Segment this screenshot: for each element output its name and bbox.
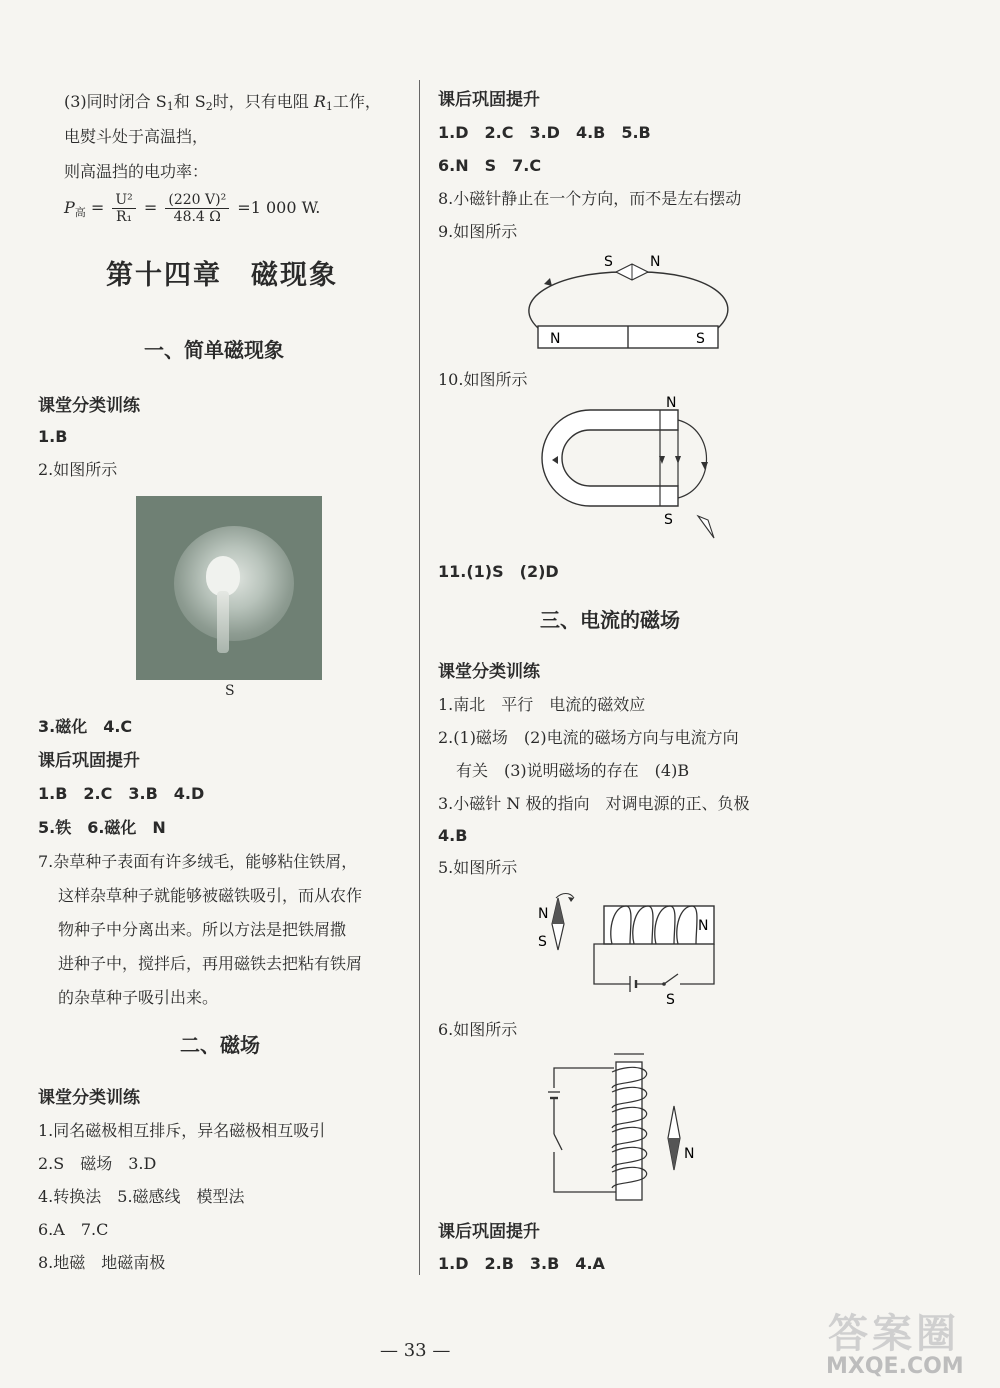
answer-3-line-2: 电熨斗处于高温挡， (64, 127, 209, 146)
figure-5-solenoid (534, 888, 724, 1006)
fig5-label-n-right: N (698, 918, 709, 934)
left-column (38, 0, 408, 1388)
answer-e3-4: 4.B (438, 826, 468, 845)
heading-after-3: 课后巩固提升 (438, 1222, 540, 1242)
section-1-title: 一、简单磁现象 (144, 338, 284, 362)
heading-classroom-1: 课堂分类训练 (38, 396, 140, 416)
circuit-wire (594, 944, 630, 984)
page-number: — 33 — (380, 1340, 451, 1361)
answer-d2-8: 8.小磁针静止在一个方向，而不是左右摆动 (438, 189, 742, 208)
fig9-label-n: N (650, 254, 661, 270)
photo-caption: S (225, 683, 235, 699)
column-divider (419, 80, 420, 1275)
right-column (438, 0, 958, 1388)
answer-b1-1: 1.B 2.C 3.B 4.D (38, 784, 205, 803)
answer-d2-1: 1.D 2.C 3.D 4.B 5.B (438, 123, 651, 142)
answer-1-3: 3.磁化 4.C (38, 717, 133, 736)
section-2-title: 二、磁场 (180, 1033, 260, 1057)
chapter-title: 第十四章 磁现象 (106, 260, 338, 291)
figure-9-bar-magnet-field (516, 250, 736, 352)
power-formula: $P_高$ = $\frac{\text{U²}}{\text{R₁}}$ = $\frac{\text{(220 V)²}}{48.4 \Omega}$ =1 000 W. (64, 192, 321, 225)
answer-3-line-1: (3)同时闭合 $S_1$和 $S_2$时，只有电阻 $R_1$工作， (64, 92, 381, 113)
fig5-switch-label: S (666, 992, 675, 1006)
watermark-domain: MXQE.COM (826, 1354, 964, 1379)
field-line-outer (678, 420, 707, 498)
answer-e3-5: 5.如图所示 (438, 858, 518, 877)
heading-after-1: 课后巩固提升 (38, 751, 140, 771)
answer-e3-1: 1.南北 平行 电流的磁效应 (438, 695, 646, 714)
heading-after-2: 课后巩固提升 (438, 90, 540, 110)
answer-b1-7-line-2: 这样杂草种子就能够被磁铁吸引，而从农作 (58, 886, 363, 905)
field-arrow-icon (544, 278, 552, 286)
u-magnet-body (542, 410, 678, 506)
figure-6-coil-circuit (548, 1048, 708, 1208)
answer-c2-8: 8.地磁 地磁南极 (38, 1253, 166, 1272)
rotation-arrow-icon (568, 897, 574, 902)
switch-icon (664, 974, 678, 984)
site-watermark (820, 1302, 990, 1382)
fig10-label-n: N (666, 396, 677, 411)
field-line-right (640, 272, 728, 328)
answer-e3-6: 6.如图所示 (438, 1020, 518, 1039)
watermark-logo-text: 答案圈 (828, 1311, 960, 1357)
answer-3-line-3: 则高温挡的电功率： (64, 162, 209, 181)
figure-10-u-magnet (538, 396, 738, 546)
fig6-label-n: N (684, 1146, 695, 1162)
answer-1-2: 2.如图所示 (38, 460, 118, 479)
answer-c2-4: 4.转换法 5.磁感线 模型法 (38, 1187, 245, 1206)
fig5-label-n-left: N (538, 906, 549, 922)
answer-c2-2: 2.S 磁场 3.D (38, 1154, 157, 1173)
answer-b1-7-line-1: 7.杂草种子表面有许多绒毛，能够粘住铁屑， (38, 852, 358, 871)
bar-magnet-s: S (696, 331, 705, 347)
heading-classroom-2: 课堂分类训练 (38, 1088, 140, 1108)
answer-b1-7-line-4: 进种子中，搅拌后，再用磁铁去把粘有铁屑 (58, 954, 363, 973)
answer-e3-3: 3.小磁针 N 极的指向 对调电源的正、负极 (438, 794, 750, 813)
arrow-down-icon (675, 456, 681, 464)
heading-classroom-3: 课堂分类训练 (438, 662, 540, 682)
answer-b1-7-line-3: 物种子中分离出来。所以方法是把铁屑撒 (58, 920, 347, 939)
fig10-label-s: S (664, 512, 673, 528)
answer-d2-6: 6.N S 7.C (438, 156, 542, 175)
answer-d2-9: 9.如图所示 (438, 222, 518, 241)
compass-needle-icon (698, 516, 714, 538)
circuit-wire (554, 1068, 614, 1088)
answer-b1-5: 5.铁 6.磁化 N (38, 818, 166, 837)
section-3-title: 三、电流的磁场 (540, 608, 680, 632)
fig5-label-s-left: S (538, 934, 547, 950)
answer-c2-6: 6.A 7.C (38, 1220, 109, 1239)
arrow-down-icon (701, 462, 708, 470)
answer-b1-7-line-5: 的杂草种子吸引出来。 (58, 988, 219, 1007)
answer-1-1: 1.B (38, 427, 68, 446)
answer-e3-2-line-2: 有关 (3)说明磁场的存在 (4)B (456, 761, 690, 780)
answer-f3-1: 1.D 2.B 3.B 4.A (438, 1254, 605, 1273)
answer-e3-2-line-1: 2.(1)磁场 (2)电流的磁场方向与电流方向 (438, 728, 739, 747)
photo-iron-filings (136, 496, 322, 680)
fraction-values: $\frac{\text{(220 V)²}}{48.4 \Omega}$ (165, 192, 229, 225)
switch-icon (554, 1134, 562, 1150)
answer-c2-1: 1.同名磁极相互排斥，异名磁极相互吸引 (38, 1121, 326, 1140)
fraction-u2-over-r1: $\frac{\text{U²}}{\text{R₁}}$ (112, 192, 135, 225)
bar-magnet-n: N (550, 331, 561, 347)
field-line-left (529, 272, 624, 328)
fig9-label-s: S (604, 254, 613, 270)
answer-d2-10: 10.如图所示 (438, 370, 528, 389)
answer-d2-11: 11.(1)S (2)D (438, 562, 559, 581)
